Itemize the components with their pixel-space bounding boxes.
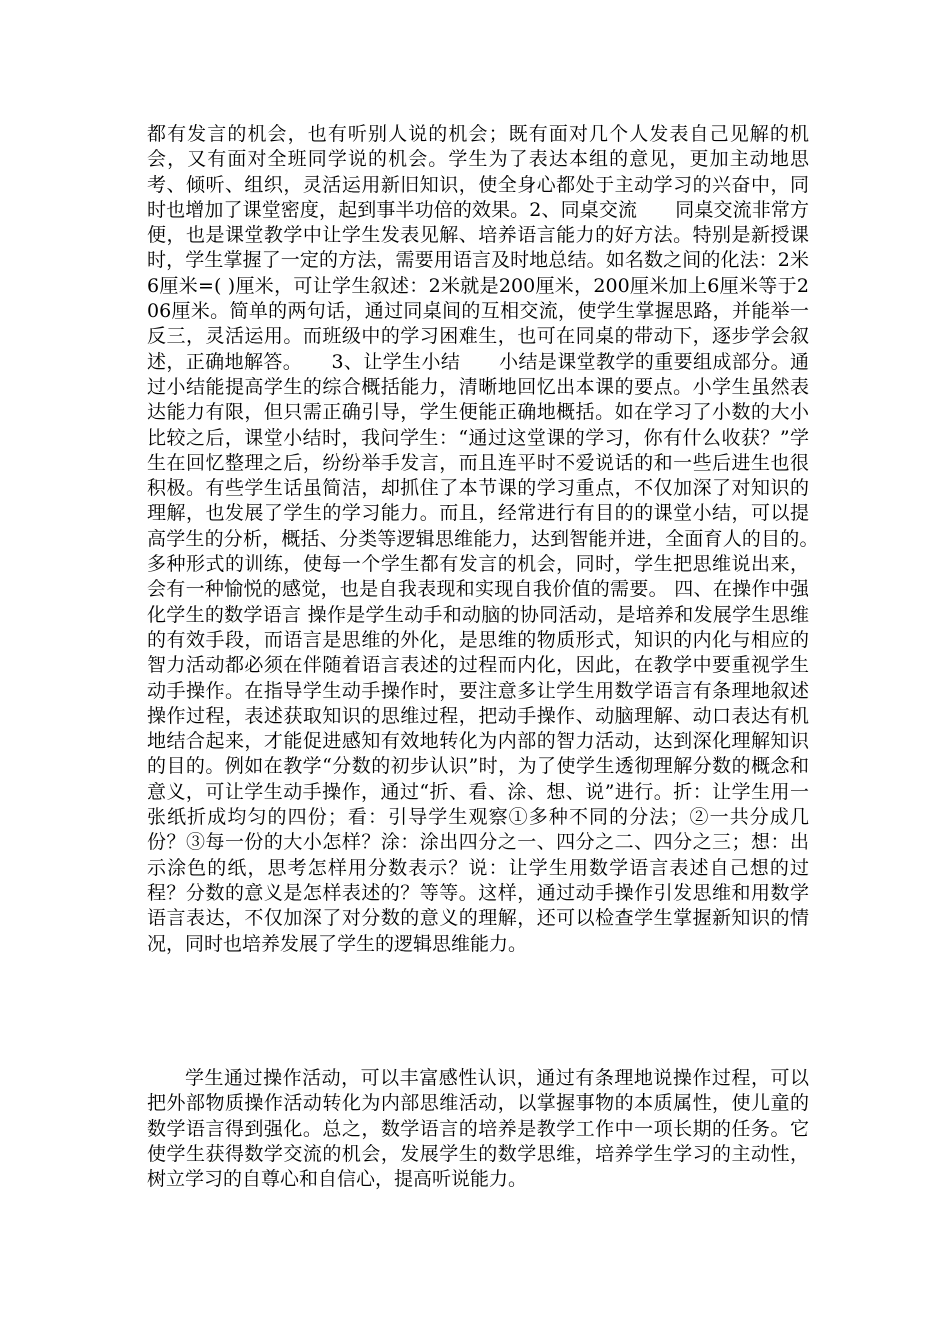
body-paragraph-2: 学生通过操作活动，可以丰富感性认识，通过有条理地说操作过程，可以把外部物质操作活动转化为内部思维活动，以掌握事物的本质属性，使儿童的数学语言得到强化。总之，数学语言的培养是教学工作中一项长期的任务。它使学生获得数学交流的机会，发展学生的数学思维，培养学生学习的主动性，树立学习的自尊心和自信心，提高听说能力。 — [147, 1067, 809, 1191]
body-paragraph-1: 都有发言的机会，也有听别人说的机会；既有面对几个人发表自己见解的机会，又有面对全班同学说的机会。学生为了表达本组的意见，更加主动地思考、倾听、组织，灵活运用新旧知识，使全身心都处于主动学习的兴奋中，同时也增加了课堂密度，起到事半功倍的效果。2、同桌交流 同桌交流非常方便，也是课堂教学中让学生发表见解、培养语言能力的好方法。特别是新授课时，学生掌握了一定的方法，需要用语言及时地总结。如名数之间的化法：2米6厘米=( )厘米，可让学生叙述：2米就是200厘米，200厘米加上6厘米等于206厘米。简单的两句话，通过同桌间的互相交流，使学生掌握思路，并能举一反三，灵活运用。而班级中的学习困难生，也可在同桌的带动下，逐步学会叙述，正确地解答。 3、让学生小结 小结是课堂教学的重要组成部分。通过小结能提高学生的综合概括能力，清晰地回忆出本课的要点。小学生虽然表达能力有限，但只需正确引导，学生便能正确地概括。如在学习了小数的大小比较之后，课堂小结时，我问学生：“通过这堂课的学习，你有什么收获？”学生在回忆整理之后，纷纷举手发言，而且连平时不爱说话的和一些后进生也很积极。有些学生话虽简洁，却抓住了本节课的学习重点，不仅加深了对知识的理解，也发展了学生的学习能力。而且，经常进行有目的的课堂小结，可以提高学生的分析，概括、分类等逻辑思维能力，达到智能并进，全面育人的目的。 多种形式的训练，使每一个学生都有发言的机会，同时，学生把思维说出来，会有一种愉悦的感觉，也是自我表现和实现自我价值的需要。 四、在操作中强化学生的数学语言 操作是学生动手和动脑的协同活动，是培养和发展学生思维的有效手段，而语言是思维的外化，是思维的物质形式，知识的内化与相应的智力活动都必须在伴随着语言表述的过程而内化，因此，在教学中要重视学生动手操作。在指导学生动手操作时，要注意多让学生用数学语言有条理地叙述操作过程，表述获取知识的思维过程，把动手操作、动脑理解、动口表达有机地结合起来，才能促进感知有效地转化为内部的智力活动，达到深化理解知识的目的。例如在教学“分数的初步认识”时，为了使学生透彻理解分数的概念和意义，可让学生动手操作，通过“折、看、涂、想、说”进行。折：让学生用一张纸折成均匀的四份；看：引导学生观察①多种不同的分法；②一共分成几份？③每一份的大小怎样？涂：涂出四分之一、四分之二、四分之三；想：出示涂色的纸，思考怎样用分数表示？说：让学生用数学语言表述自己想的过程？分数的意义是怎样表述的？等等。这样，通过动手操作引发思维和用数学语言表达，不仅加深了对分数的意义的理解，还可以检查学生掌握新知识的情况，同时也培养发展了学生的逻辑思维能力。 — [147, 123, 848, 955]
